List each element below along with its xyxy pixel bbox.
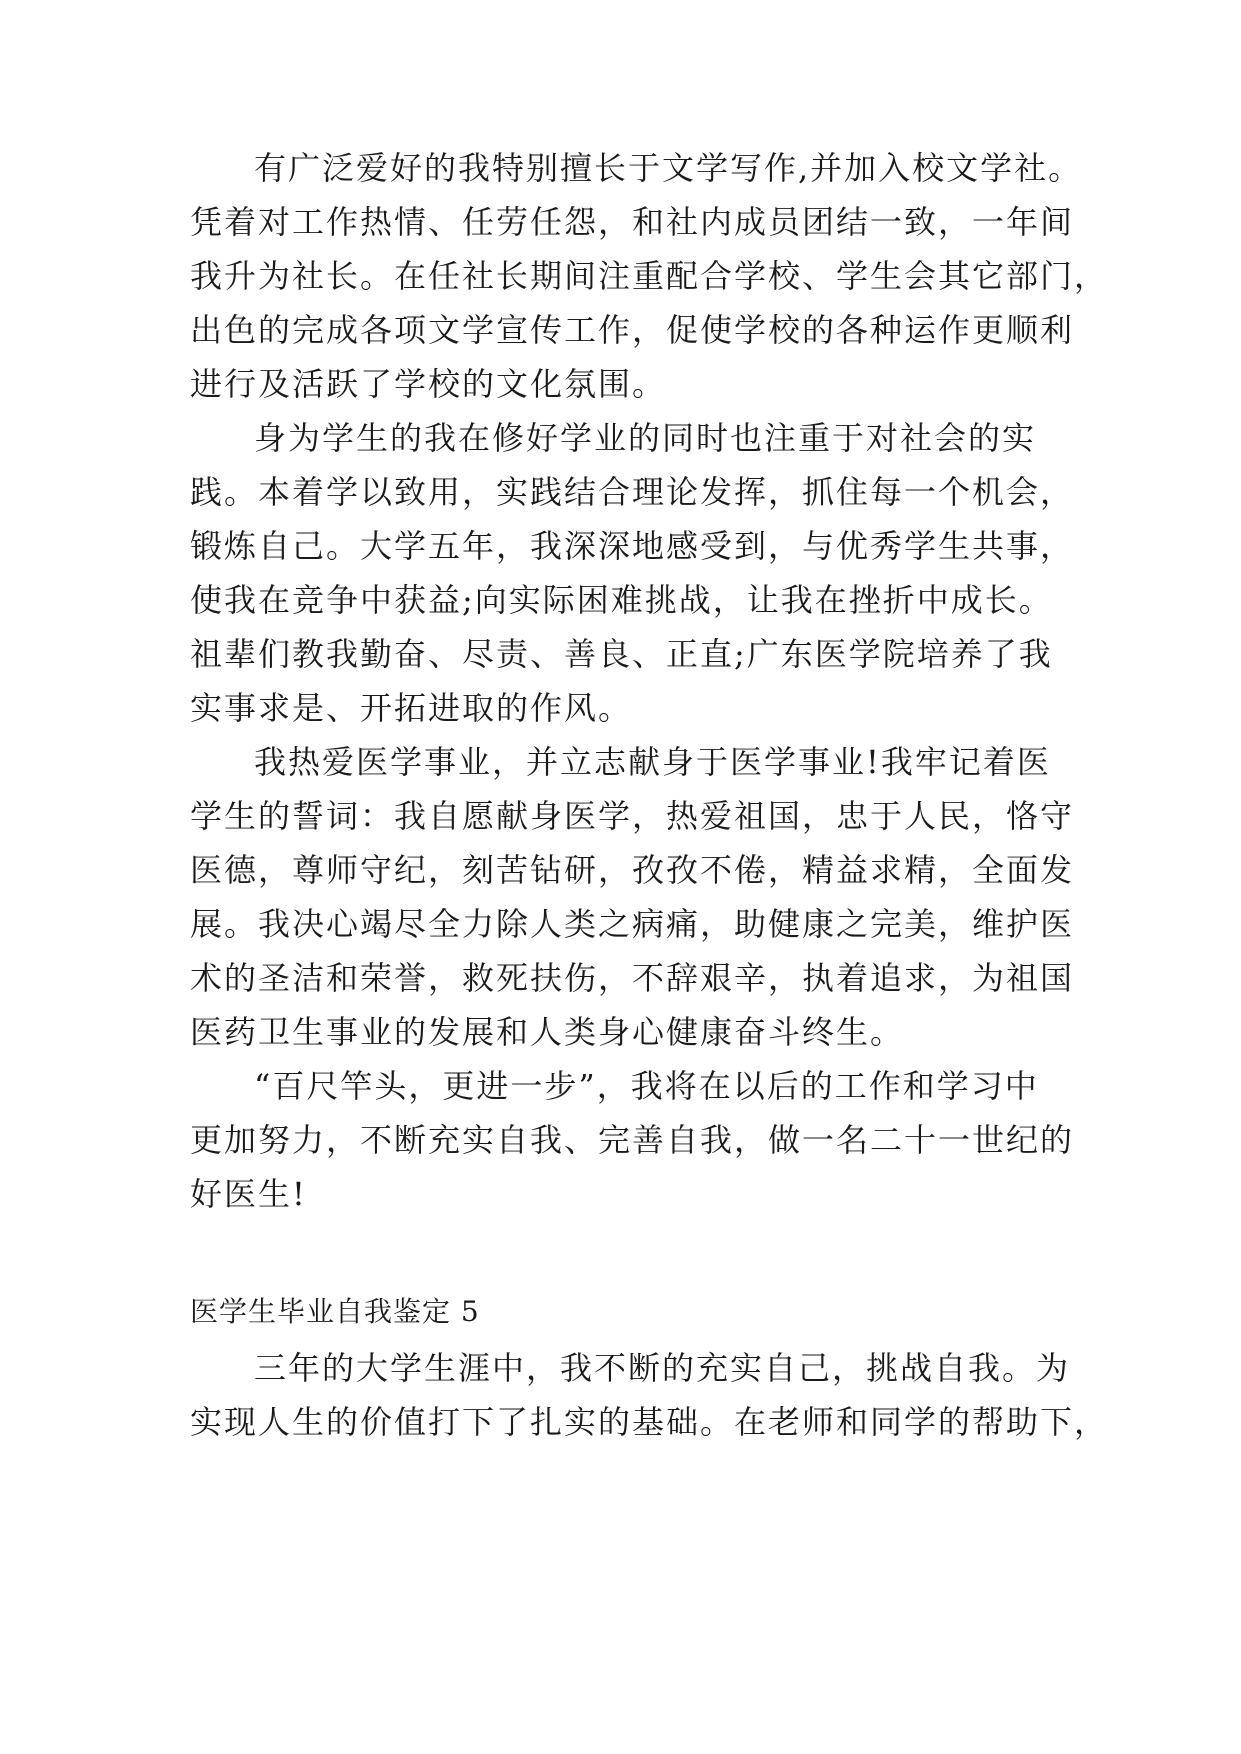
text-line: 医德，尊师守纪，刻苦钻研，孜孜不倦，精益求精，全面发: [190, 851, 1075, 889]
text-line: “百尺竿头，更进一步”，我将在以后的工作和学习中: [254, 1067, 1039, 1105]
text-line: 三年的大学生涯中，我不断的充实自己，挑战自我。为: [254, 1349, 1071, 1387]
text-line: 进行及活跃了学校的文化氛围。: [190, 365, 667, 403]
text-line: 我热爱医学事业，并立志献身于医学事业!我牢记着医: [254, 743, 1051, 781]
text-line: 凭着对工作热情、任劳任怨，和社内成员团结一致，一年间: [190, 203, 1075, 241]
text-line: 术的圣洁和荣誉，救死扶伤，不辞艰辛，执着追求，为祖国: [190, 959, 1075, 997]
text-line: 展。我决心竭尽全力除人类之病痛，助健康之完美，维护医: [190, 905, 1075, 943]
text-line: 祖辈们教我勤奋、尽责、善良、正直;广东医学院培养了我: [190, 635, 1053, 673]
section-heading: 医学生毕业自我鉴定 5: [190, 1295, 480, 1328]
text-line: 学生的誓词：我自愿献身医学，热爱祖国，忠于人民，恪守: [190, 797, 1075, 835]
text-line: 医药卫生事业的发展和人类身心健康奋斗终生。: [190, 1013, 905, 1051]
text-line: 实事求是、开拓进取的作风。: [190, 689, 633, 727]
text-line: 出色的完成各项文学宣传工作，促使学校的各种运作更顺利: [190, 311, 1075, 349]
text-line: 身为学生的我在修好学业的同时也注重于对社会的实: [254, 419, 1037, 457]
text-line: 我升为社长。在任社长期间注重配合学校、学生会其它部门，: [190, 257, 1109, 295]
text-line: 实现人生的价值打下了扎实的基础。在老师和同学的帮助下，: [190, 1403, 1109, 1441]
text-line: 锻炼自己。大学五年，我深深地感受到，与优秀学生共事，: [190, 527, 1075, 565]
text-line: 更加努力，不断充实自我、完善自我，做一名二十一世纪的: [190, 1121, 1075, 1159]
text-line: 好医生!: [190, 1175, 307, 1213]
text-line: 践。本着学以致用，实践结合理论发挥，抓住每一个机会，: [190, 473, 1075, 511]
text-line: 使我在竞争中获益;向实际困难挑战，让我在挫折中成长。: [190, 581, 1053, 619]
text-line: 有广泛爱好的我特别擅长于文学写作,并加入校文学社。: [254, 149, 1083, 187]
